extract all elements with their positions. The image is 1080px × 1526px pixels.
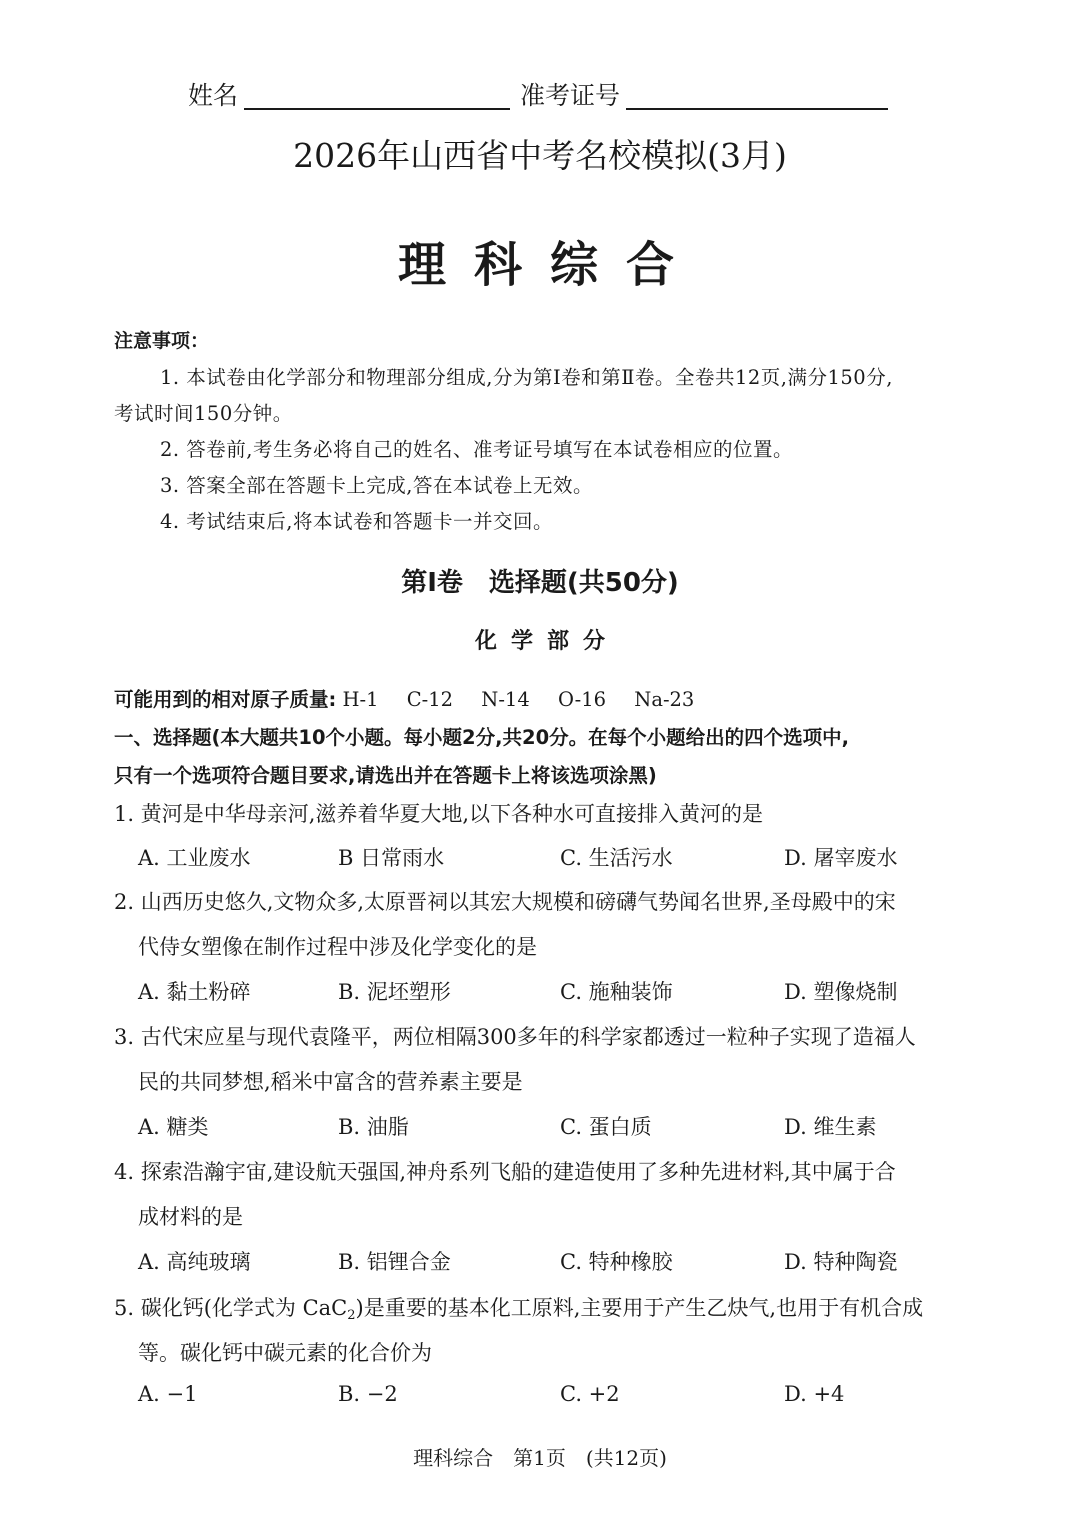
atomic-masses-label: 可能用到的相对原子质量: (114, 688, 337, 711)
atomic-mass-n: N-14 (481, 688, 530, 711)
formula-subscript: 2 (347, 1308, 356, 1323)
question-2-option-b: B. 泥坯塑形 (338, 980, 451, 1004)
note-item-1-cont: 考试时间150分钟。 (114, 402, 293, 425)
name-label: 姓名 (188, 81, 239, 110)
section-title: 第Ⅰ卷 选择题(共50分) (401, 568, 679, 598)
question-3-option-d: D. 维生素 (784, 1115, 877, 1139)
question-5-stem-cont: 等。碳化钙中碳元素的化合价为 (138, 1341, 432, 1365)
part-title: 化学部分 (474, 629, 619, 654)
atomic-mass-c: C-12 (406, 688, 454, 711)
question-5-option-a: A. −1 (138, 1382, 198, 1406)
question-4-option-d: D. 特种陶瓷 (784, 1250, 898, 1274)
exam-id-label: 准考证号 (520, 81, 621, 110)
notes-heading: 注意事项： (114, 330, 210, 352)
atomic-mass-o: O-16 (557, 688, 607, 711)
exam-id-blank (626, 82, 888, 110)
note-item-2: 2. 答卷前,考生务必将自己的姓名、准考证号填写在本试卷相应的位置。 (160, 438, 794, 461)
question-5-stem-start: 5. 碳化钙(化学式为 CaC (114, 1296, 348, 1320)
question-4-stem: 4. 探索浩瀚宇宙,建设航天强国,神舟系列飞船的建造使用了多种先进材料,其中属于合 (114, 1160, 896, 1184)
question-1-option-d: D. 屠宰废水 (784, 846, 898, 870)
question-1-option-c: C. 生活污水 (560, 846, 673, 870)
question-5-option-b: B. −2 (338, 1382, 398, 1406)
question-4-option-a: A. 高纯玻璃 (138, 1250, 251, 1274)
question-5-stem-end: )是重要的基本化工原料,主要用于产生乙炔气,也用于有机合成 (355, 1296, 924, 1320)
question-1-stem: 1. 黄河是中华母亲河,滋养着华夏大地,以下各种水可直接排入黄河的是 (114, 802, 764, 826)
question-2-option-c: C. 施釉装饰 (560, 980, 673, 1004)
note-item-3: 3. 答案全部在答题卡上完成,答在本试卷上无效。 (160, 474, 594, 497)
note-item-1: 1. 本试卷由化学部分和物理部分组成,分为第Ⅰ卷和第Ⅱ卷。全卷共12页,满分150分, (160, 366, 893, 389)
question-5-stem (114, 1292, 923, 1323)
name-blank (244, 82, 510, 110)
exam-title: 2026年山西省中考名校模拟(3月) (293, 136, 787, 175)
note-item-4: 4. 考试结束后,将本试卷和答题卡一并交回。 (160, 510, 554, 533)
question-3-option-a: A. 糖类 (138, 1115, 209, 1139)
atomic-masses (114, 684, 716, 712)
question-2-option-a: A. 黏土粉碎 (138, 980, 251, 1004)
question-3-stem: 3. 古代宋应星与现代袁隆平，两位相隔300多年的科学家都透过一粒种子实现了造福人 (114, 1025, 916, 1049)
atomic-mass-h: H-1 (342, 688, 379, 711)
page-footer: 理科综合 第1页 (共12页) (413, 1446, 667, 1470)
question-5-option-d: D. +4 (784, 1382, 845, 1406)
subject-title: 理科综合 (397, 237, 702, 293)
question-4-stem-cont: 成材料的是 (138, 1205, 243, 1229)
question-2-stem: 2. 山西历史悠久,文物众多,太原晋祠以其宏大规模和磅礴气势闻名世界,圣母殿中的宋 (114, 890, 896, 914)
question-2-stem-cont: 代侍女塑像在制作过程中涉及化学变化的是 (138, 935, 537, 959)
question-3-stem-cont: 民的共同梦想,稻米中富含的营养素主要是 (138, 1070, 523, 1094)
question-3-option-c: C. 蛋白质 (560, 1115, 652, 1139)
question-4-option-b: B. 铝锂合金 (338, 1250, 451, 1274)
question-2-option-d: D. 塑像烧制 (784, 980, 898, 1004)
question-1-option-b: B 日常雨水 (338, 846, 445, 870)
question-5-option-c: C. +2 (560, 1382, 620, 1406)
instructions-line-1: 一、选择题(本大题共10个小题。每小题2分,共20分。在每个小题给出的四个选项中, (114, 726, 850, 749)
question-4-option-c: C. 特种橡胶 (560, 1250, 673, 1274)
instructions-line-2: 只有一个选项符合题目要求,请选出并在答题卡上将该选项涂黑) (114, 764, 657, 787)
question-1-option-a: A. 工业废水 (138, 846, 251, 870)
question-3-option-b: B. 油脂 (338, 1115, 409, 1139)
atomic-mass-na: Na-23 (634, 688, 695, 711)
candidate-info-header (188, 76, 888, 112)
